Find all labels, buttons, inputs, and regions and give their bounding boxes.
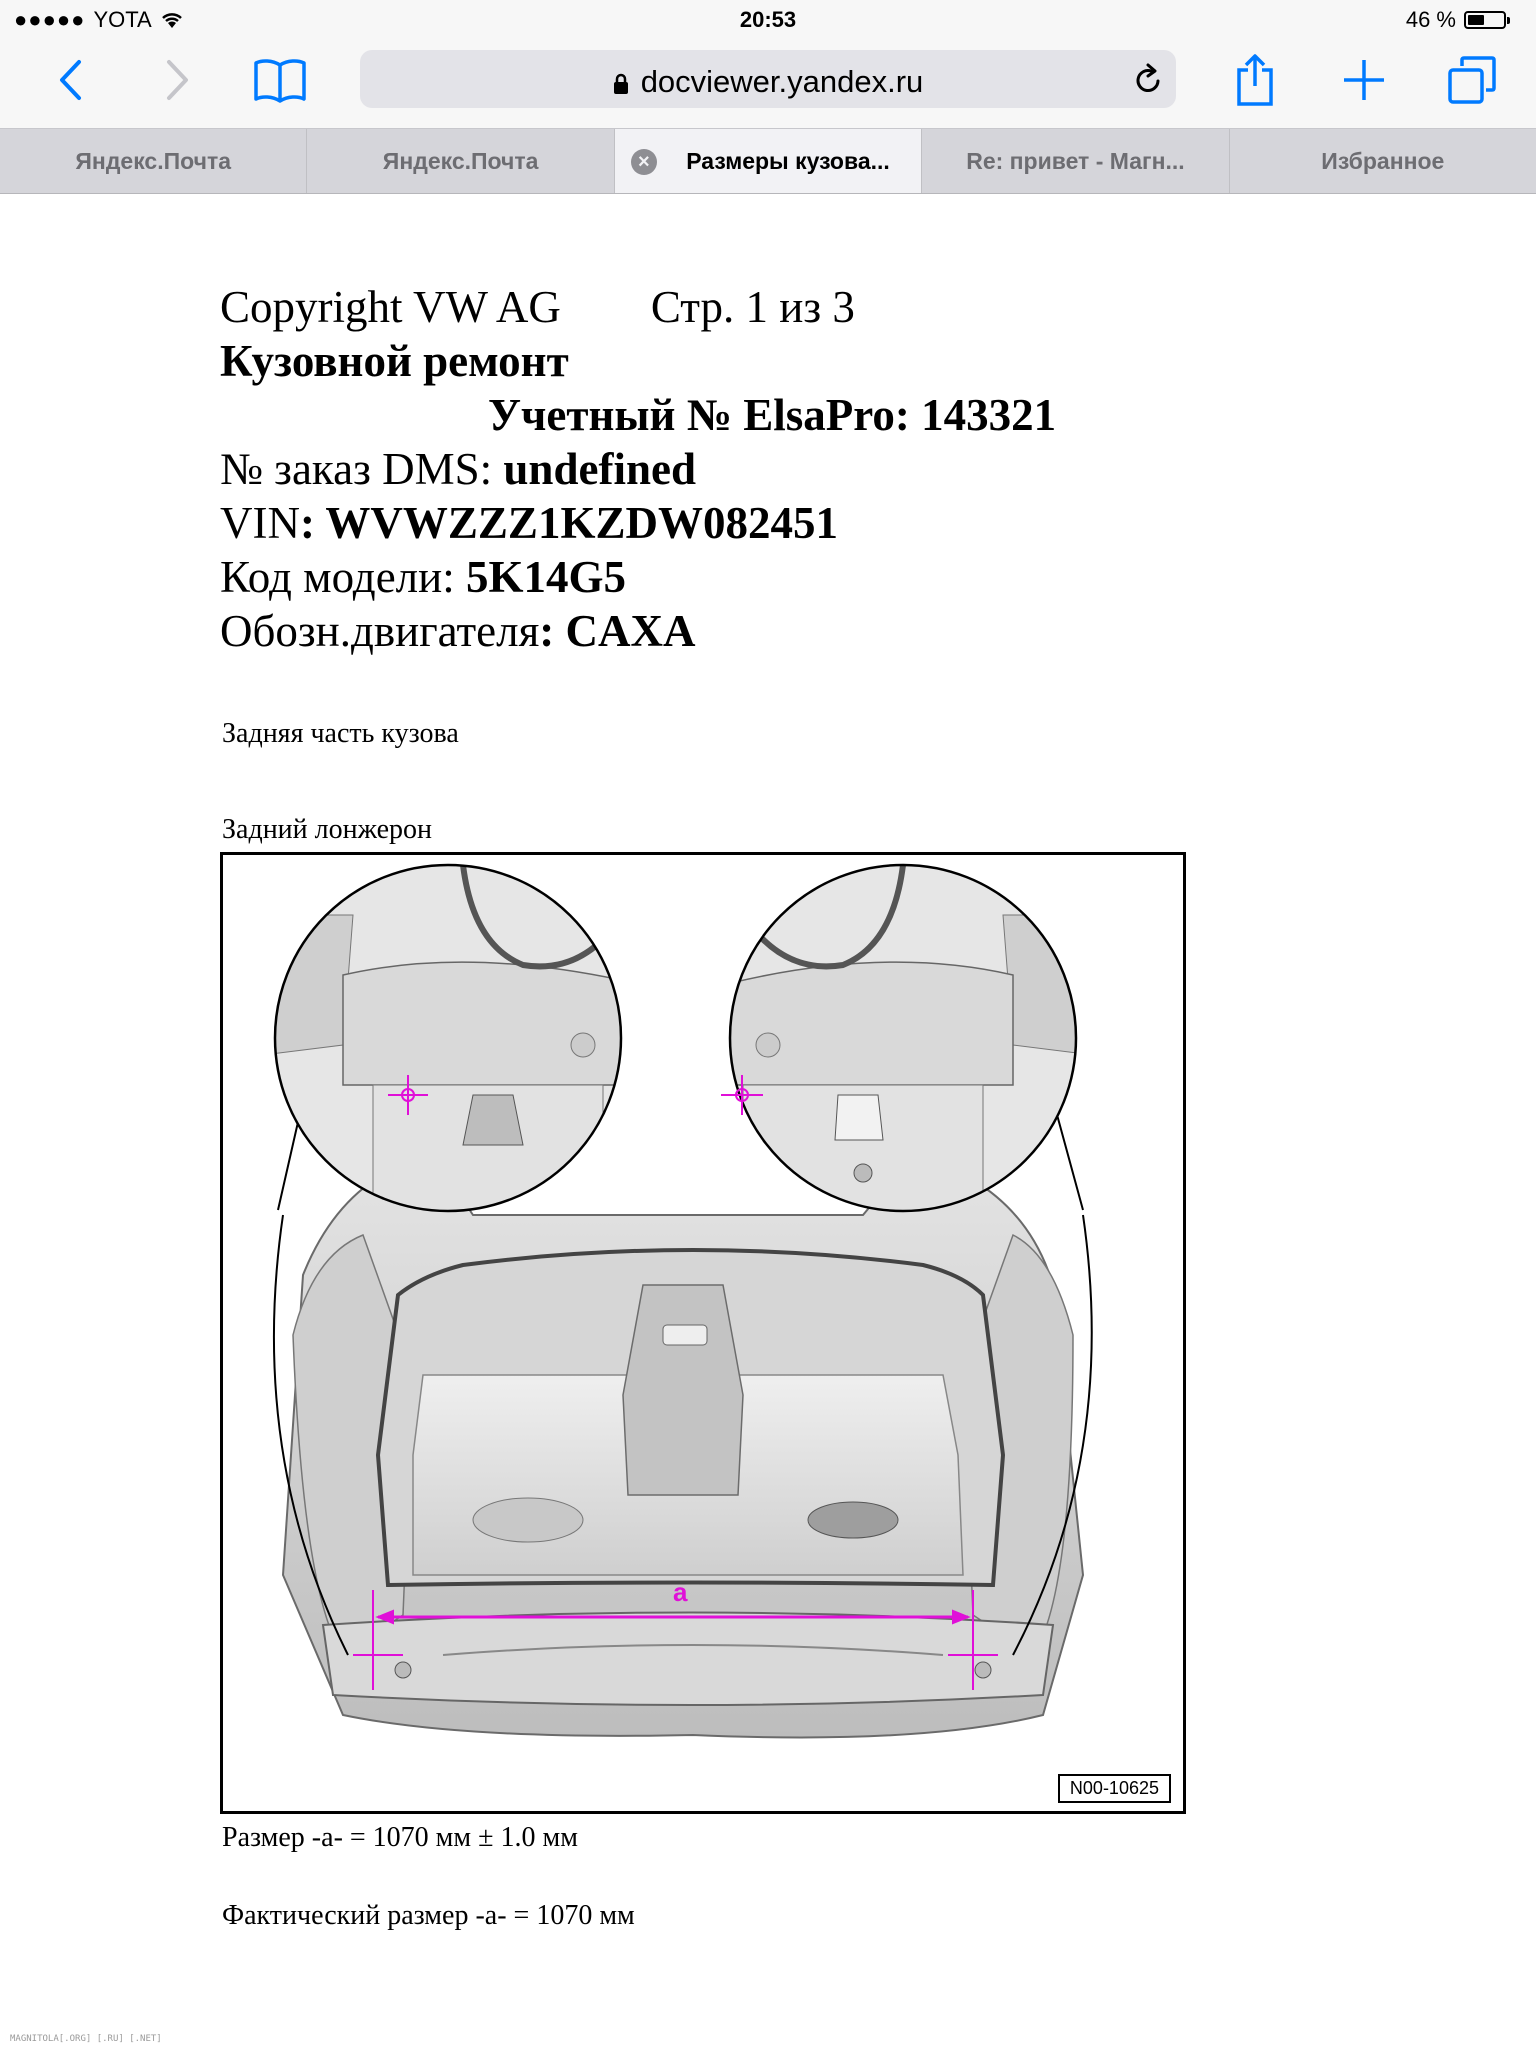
back-button[interactable] bbox=[50, 52, 90, 108]
new-tab-button[interactable] bbox=[1336, 52, 1392, 108]
tab-yandex-mail-2[interactable] bbox=[307, 129, 614, 193]
open-book-icon bbox=[252, 57, 308, 103]
forward-button[interactable] bbox=[158, 52, 198, 108]
rear-body-figure bbox=[220, 852, 1186, 1814]
reload-icon bbox=[1132, 62, 1164, 96]
tab-label: Яндекс.Почта bbox=[382, 147, 539, 174]
engine-line bbox=[220, 604, 1056, 658]
model-label: Код модели: bbox=[220, 552, 466, 602]
tab-yandex-mail-1[interactable] bbox=[0, 129, 307, 193]
tab-body-dimensions[interactable] bbox=[615, 129, 922, 193]
tabs-overview-button[interactable] bbox=[1444, 52, 1500, 108]
bookmarks-button[interactable] bbox=[250, 52, 310, 108]
actual-size: Фактический размер -a- = 1070 мм bbox=[222, 1900, 635, 1931]
document-title bbox=[220, 334, 1056, 388]
share-button[interactable] bbox=[1230, 52, 1280, 108]
signal-dots-icon: ●●●●● bbox=[14, 7, 86, 32]
tabs-icon bbox=[1446, 54, 1498, 106]
rear-body-illustration bbox=[223, 855, 1183, 1811]
chevron-left-icon bbox=[57, 59, 83, 101]
zoom-circle-right bbox=[723, 865, 1103, 1225]
dms-line bbox=[220, 442, 1056, 496]
status-right bbox=[1406, 7, 1506, 33]
tab-label: Избранное bbox=[1321, 147, 1445, 174]
dms-value: undefined bbox=[503, 444, 696, 494]
chevron-right-icon bbox=[165, 59, 191, 101]
url-display bbox=[360, 64, 1176, 100]
tab-label: Re: привет - Магн... bbox=[966, 147, 1185, 174]
model-line bbox=[220, 550, 1056, 604]
elsapro-line bbox=[220, 388, 1056, 442]
vin-label: VIN bbox=[220, 498, 300, 548]
vin-line bbox=[220, 496, 1056, 550]
tab-re-privet[interactable] bbox=[922, 129, 1229, 193]
vin-value: : WVWZZZ1KZDW082451 bbox=[299, 498, 838, 548]
browser-toolbar bbox=[0, 40, 1536, 128]
figure-code: N00-10625 bbox=[1058, 1774, 1171, 1803]
tab-bar bbox=[0, 128, 1536, 194]
title-text: Кузовной ремонт bbox=[220, 336, 569, 386]
size-spec: Размер -a- = 1070 мм ± 1.0 мм bbox=[222, 1822, 578, 1853]
section-title: Задняя часть кузова bbox=[222, 718, 459, 749]
elsapro-text: Учетный № ElsaPro: 143321 bbox=[488, 390, 1057, 440]
engine-label: Обозн.двигателя bbox=[220, 606, 540, 656]
zoom-circle-left bbox=[263, 865, 643, 1225]
clock: 20:53 bbox=[739, 7, 797, 32]
share-icon bbox=[1233, 52, 1277, 108]
page-number: Стр. 1 из 3 bbox=[650, 282, 855, 332]
url-text: docviewer.yandex.ru bbox=[640, 64, 924, 99]
engine-value: : CAXA bbox=[539, 606, 696, 656]
copyright-text: Copyright VW AG bbox=[220, 282, 561, 332]
lock-icon bbox=[613, 73, 629, 95]
battery-icon bbox=[1464, 11, 1506, 29]
carrier-name: YOTA bbox=[93, 7, 152, 32]
tab-label: Размеры кузова... bbox=[686, 147, 890, 174]
tab-favorites[interactable] bbox=[1230, 129, 1536, 193]
dimension-a-label: a bbox=[673, 1577, 688, 1607]
close-tab-icon[interactable]: × bbox=[631, 149, 657, 175]
dms-label: № заказ DMS: bbox=[220, 444, 504, 494]
subsection-title: Задний лонжерон bbox=[222, 814, 432, 845]
document-header bbox=[220, 280, 1056, 658]
battery-fill bbox=[1468, 15, 1484, 25]
watermark: MAGNITOLA[.ORG] [.RU] [.NET] bbox=[10, 2034, 162, 2044]
copyright-line bbox=[220, 280, 1056, 334]
rear-body-main bbox=[283, 1155, 1083, 1738]
battery-percent: 46 % bbox=[1405, 7, 1456, 32]
status-bar bbox=[0, 0, 1536, 40]
tab-label: Яндекс.Почта bbox=[75, 147, 232, 174]
plus-icon bbox=[1341, 57, 1387, 103]
reload-button[interactable] bbox=[1132, 62, 1164, 101]
model-value: 5K14G5 bbox=[465, 552, 626, 602]
address-bar[interactable] bbox=[360, 50, 1176, 108]
